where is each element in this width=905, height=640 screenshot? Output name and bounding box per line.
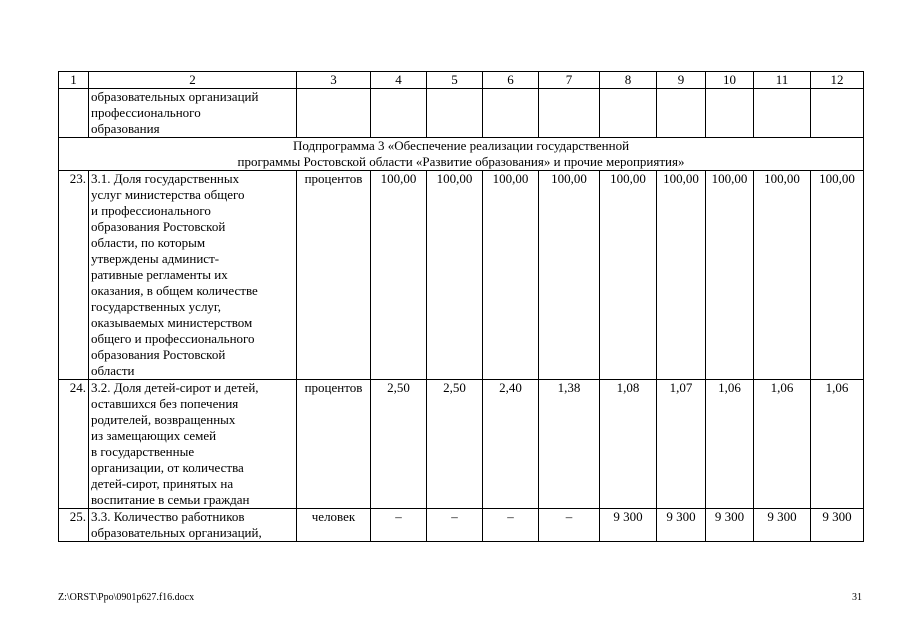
value-cell bbox=[811, 89, 864, 138]
unit-cell bbox=[297, 89, 371, 138]
row-number bbox=[59, 89, 89, 138]
value-cell: 1,06 bbox=[754, 380, 811, 509]
value-cell: – bbox=[427, 509, 483, 542]
header-cell: 10 bbox=[706, 72, 754, 89]
header-cell: 7 bbox=[539, 72, 600, 89]
value-cell: 2,50 bbox=[427, 380, 483, 509]
value-cell: 2,50 bbox=[371, 380, 427, 509]
indicator-table bbox=[58, 71, 864, 542]
header-cell: 4 bbox=[371, 72, 427, 89]
header-cell: 11 bbox=[754, 72, 811, 89]
table-row bbox=[59, 380, 864, 509]
value-cell: 100,00 bbox=[600, 171, 657, 380]
header-cell: 9 bbox=[657, 72, 706, 89]
value-cell: 9 300 bbox=[657, 509, 706, 542]
value-cell: 2,40 bbox=[483, 380, 539, 509]
value-cell bbox=[427, 89, 483, 138]
unit-cell: человек bbox=[297, 509, 371, 542]
unit-cell: процентов bbox=[297, 380, 371, 509]
value-cell: 1,08 bbox=[600, 380, 657, 509]
value-cell bbox=[657, 89, 706, 138]
table-row bbox=[59, 89, 864, 138]
indicator-description: образовательных организаций профессионального образования bbox=[89, 89, 297, 138]
value-cell: 1,07 bbox=[657, 380, 706, 509]
value-cell bbox=[754, 89, 811, 138]
row-number: 23. bbox=[59, 171, 89, 380]
table-row bbox=[59, 171, 864, 380]
row-number: 24. bbox=[59, 380, 89, 509]
value-cell: 100,00 bbox=[539, 171, 600, 380]
value-cell: 100,00 bbox=[657, 171, 706, 380]
value-cell bbox=[706, 89, 754, 138]
value-cell: 9 300 bbox=[754, 509, 811, 542]
value-cell: 100,00 bbox=[483, 171, 539, 380]
value-cell bbox=[600, 89, 657, 138]
value-cell: 100,00 bbox=[706, 171, 754, 380]
value-cell: 100,00 bbox=[371, 171, 427, 380]
header-cell: 2 bbox=[89, 72, 297, 89]
header-cell: 8 bbox=[600, 72, 657, 89]
indicator-description: 3.2. Доля детей-сирот и детей, оставшихся без попечения родителей, возвращенных из замещающих семей в государственные организации, от количества детей-сирот, принятых на воспитание в семьи граждан bbox=[89, 380, 297, 509]
value-cell: – bbox=[539, 509, 600, 542]
indicator-description: 3.3. Количество работников образовательных организаций, bbox=[89, 509, 297, 542]
value-cell: 1,06 bbox=[811, 380, 864, 509]
table-row bbox=[59, 509, 864, 542]
subprogram-title: Подпрограмма 3 «Обеспечение реализации государственной программы Ростовской области «Развитие образования» и прочие мероприятия» bbox=[59, 138, 864, 171]
unit-cell: процентов bbox=[297, 171, 371, 380]
value-cell: 100,00 bbox=[811, 171, 864, 380]
value-cell: 1,06 bbox=[706, 380, 754, 509]
value-cell: – bbox=[483, 509, 539, 542]
value-cell: – bbox=[371, 509, 427, 542]
header-cell: 5 bbox=[427, 72, 483, 89]
value-cell: 9 300 bbox=[811, 509, 864, 542]
value-cell bbox=[539, 89, 600, 138]
value-cell bbox=[483, 89, 539, 138]
header-cell: 6 bbox=[483, 72, 539, 89]
value-cell: 9 300 bbox=[600, 509, 657, 542]
file-path: Z:\ORST\Ppo\0901p627.f16.docx bbox=[58, 592, 195, 603]
row-number: 25. bbox=[59, 509, 89, 542]
value-cell: 100,00 bbox=[754, 171, 811, 380]
value-cell: 9 300 bbox=[706, 509, 754, 542]
header-cell: 12 bbox=[811, 72, 864, 89]
value-cell: 100,00 bbox=[427, 171, 483, 380]
table-header-row bbox=[59, 72, 864, 89]
value-cell: 1,38 bbox=[539, 380, 600, 509]
page-number: 31 bbox=[852, 592, 862, 603]
header-cell: 3 bbox=[297, 72, 371, 89]
section-row bbox=[59, 138, 864, 171]
header-cell: 1 bbox=[59, 72, 89, 89]
indicator-description: 3.1. Доля государственных услуг министерства общего и профессионального образования Ростовской области, по которым утверждены админист- ративные регламенты их оказания, в общем количестве государственных услуг, оказываемых министерством общего и профессионального образования Ростовской области bbox=[89, 171, 297, 380]
value-cell bbox=[371, 89, 427, 138]
